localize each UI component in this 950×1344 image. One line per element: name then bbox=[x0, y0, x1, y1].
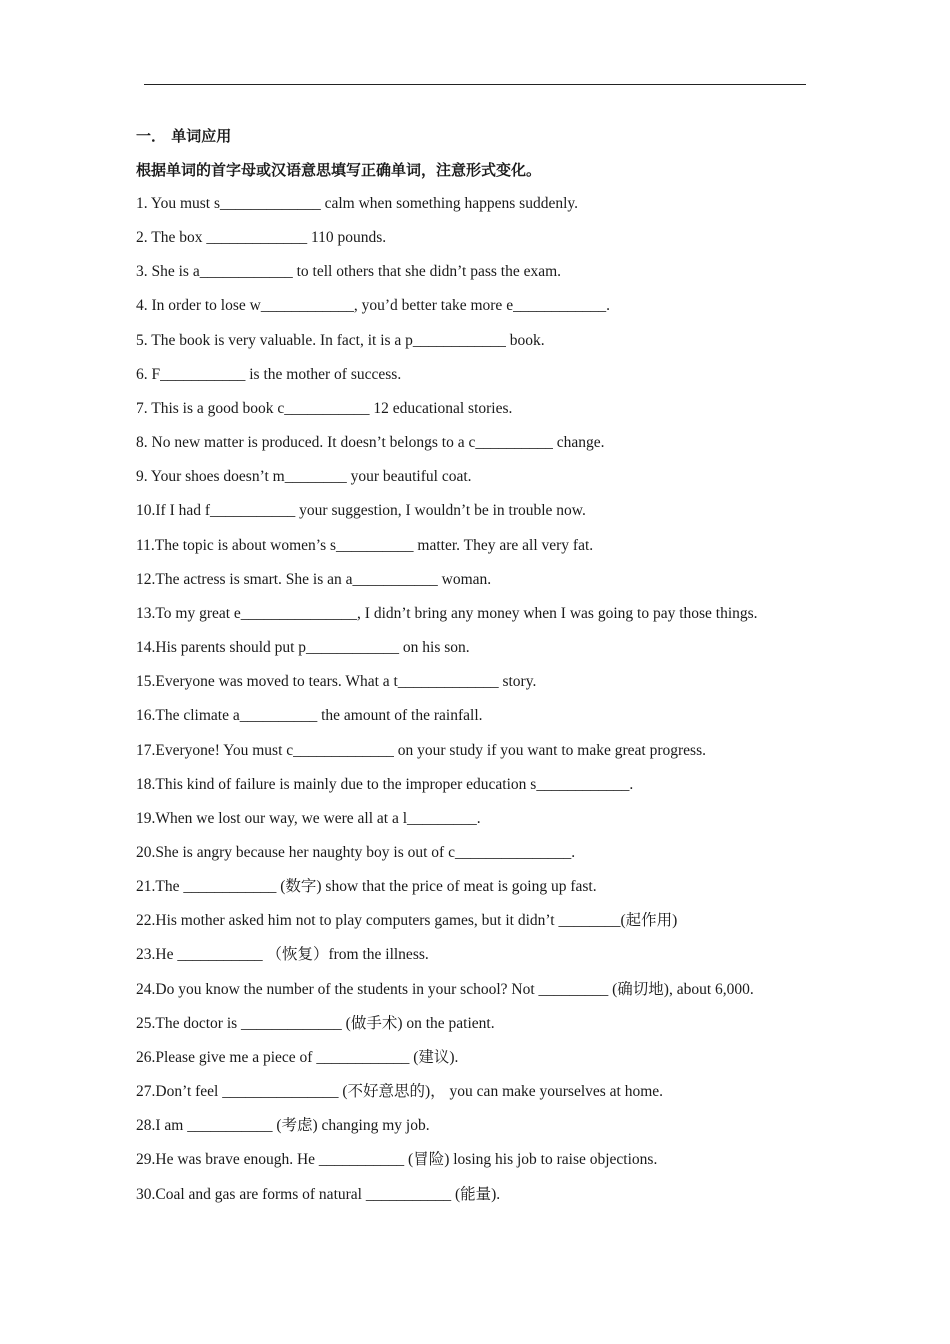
question-30: 30.Coal and gas are forms of natural ___________ (能量). bbox=[136, 1185, 501, 1203]
question-15: 15.Everyone was moved to tears. What a t_____________ story. bbox=[136, 673, 537, 691]
question-10: 10.If I had f___________ your suggestion, I wouldn’t be in trouble now. bbox=[136, 502, 586, 520]
question-27: 27.Don’t feel _______________ (不好意思的)， you can make yourselves at home. bbox=[136, 1083, 664, 1101]
question-19: 19.When we lost our way, we were all at a l_________. bbox=[136, 809, 481, 827]
question-22: 22.His mother asked him not to play computers games, but it didn’t ________(起作用) bbox=[136, 912, 678, 930]
question-20: 20.She is angry because her naughty boy is out of c_______________. bbox=[136, 843, 576, 861]
question-13: 13.To my great e_______________, I didn’t bring any money when I was going to pay those things. bbox=[136, 604, 758, 622]
question-1: 1. You must s_____________ calm when something happens suddenly. bbox=[136, 195, 579, 212]
question-3: 3. She is a____________ to tell others that she didn’t pass the exam. bbox=[136, 263, 562, 281]
question-7: 7. This is a good book c___________ 12 educational stories. bbox=[136, 399, 513, 417]
question-24: 24.Do you know the number of the students in your school? Not _________ (确切地), about 6,000. bbox=[136, 980, 754, 998]
question-28: 28.I am ___________ (考虑) changing my job. bbox=[136, 1117, 430, 1135]
question-5: 5. The book is very valuable. In fact, it is a p____________ book. bbox=[136, 331, 545, 349]
question-21: 21.The ____________ (数字) show that the price of meat is going up fast. bbox=[136, 878, 597, 896]
question-list bbox=[136, 194, 836, 1219]
question-26: 26.Please give me a piece of ____________ (建议). bbox=[136, 1048, 459, 1066]
question-18: 18.This kind of failure is mainly due to the improper education s____________. bbox=[136, 775, 634, 793]
question-17: 17.Everyone! You must c_____________ on your study if you want to make great progress. bbox=[136, 741, 706, 759]
question-12: 12.The actress is smart. She is an a___________ woman. bbox=[136, 570, 492, 588]
question-4: 4. In order to lose w____________, you’d better take more e____________. bbox=[136, 297, 610, 315]
question-8: 8. No new matter is produced. It doesn’t belongs to a c__________ change. bbox=[136, 434, 605, 452]
question-11: 11.The topic is about women’s s__________ matter. They are all very fat. bbox=[136, 536, 594, 554]
question-9: 9. Your shoes doesn’t m________ your beautiful coat. bbox=[136, 468, 472, 486]
question-6: 6. F___________ is the mother of success. bbox=[136, 365, 402, 383]
question-29: 29.He was brave enough. He ___________ (冒险) losing his job to raise objections. bbox=[136, 1151, 658, 1169]
section-instruction: 根据单词的首字母或汉语意思填写正确单词，注意形式变化。 bbox=[136, 161, 542, 179]
question-16: 16.The climate a__________ the amount of the rainfall. bbox=[136, 707, 483, 725]
section-title: 一． 单词应用 bbox=[136, 127, 232, 145]
question-2: 2. The box _____________ 110 pounds. bbox=[136, 229, 387, 247]
question-14: 14.His parents should put p____________ on his son. bbox=[136, 639, 470, 657]
question-25: 25.The doctor is _____________ (做手术) on the patient. bbox=[136, 1014, 495, 1032]
question-23: 23.He ___________ （恢复）from the illness. bbox=[136, 946, 429, 964]
header-rule bbox=[144, 84, 806, 85]
